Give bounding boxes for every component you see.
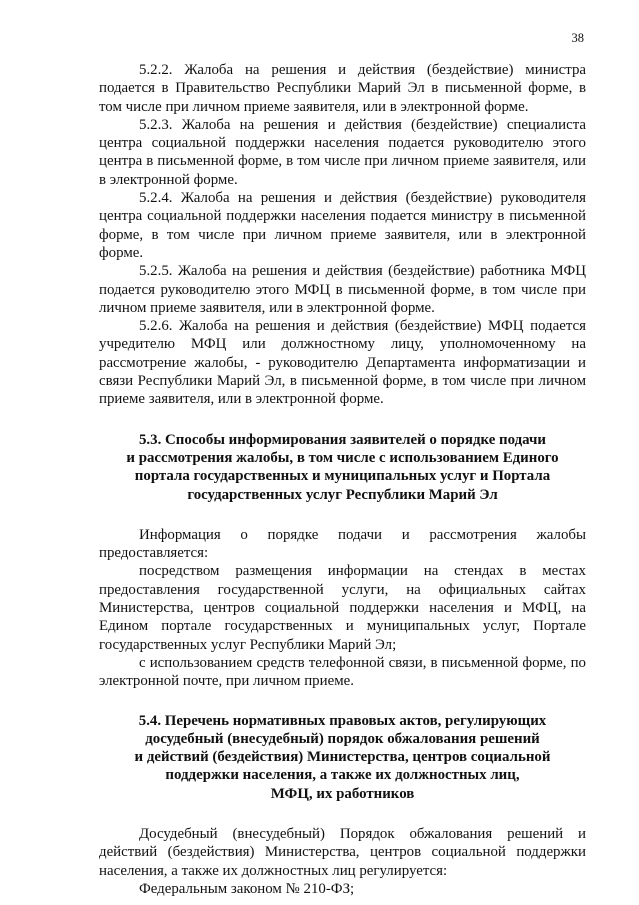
paragraph-info-intro: Информация о порядке подачи и рассмотрения жалобы предоставляется:: [99, 526, 586, 562]
heading-line: МФЦ, их работников: [270, 785, 415, 802]
document-body: [99, 61, 586, 898]
paragraph-5-2-6: 5.2.6. Жалоба на решения и действия (бездействие) МФЦ подается учредителю МФЦ или должностному лицу, уполномоченному на рассмотрение жалобы, - руководителю Департамента информатизации и связи Республики Марий Эл, в письменной форме, в том числе при личном приеме заявителя, или в электронной форме.: [99, 318, 586, 408]
paragraph-5-2-2: 5.2.2. Жалоба на решения и действия (бездействие) министра подается в Правительство Республики Марий Эл в письменной форме, в том числе при личном приеме заявителя, или в электронной форме.: [99, 62, 586, 115]
heading-line: 5.4. Перечень нормативных правовых актов, регулирующих: [138, 712, 547, 729]
paragraph-5-2-3: 5.2.3. Жалоба на решения и действия (бездействие) специалиста центра социальной поддержки населения подается руководителю этого центра в письменной форме, в том числе при личном приеме заявителя, или в электронной форме.: [99, 116, 586, 188]
heading-line: поддержки населения, а также их должностных лиц,: [165, 767, 520, 784]
heading-line: государственных услуг Республики Марий Эл: [187, 486, 498, 503]
section-heading-5-3: [99, 431, 586, 504]
paragraph-5-2-4: 5.2.4. Жалоба на решения и действия (бездействие) руководителя центра социальной поддержки населения подается министру в письменной форме, в том числе при личном приеме заявителя, или в электронной форме.: [99, 190, 586, 261]
heading-line: 5.3. Способы информирования заявителей о порядке подачи: [138, 431, 546, 448]
section-heading-5-4: [99, 712, 586, 803]
heading-line: досудебный (внесудебный) порядок обжалования решений: [145, 730, 540, 747]
heading-line: портала государственных и муниципальных услуг и Портала: [134, 468, 551, 485]
paragraph-5-2-5: 5.2.5. Жалоба на решения и действия (бездействие) работника МФЦ подается руководителю этого МФЦ в письменной форме, в том числе при личном приеме заявителя, или в электронной форме.: [99, 263, 586, 316]
paragraph-info-stands: посредством размещения информации на стендах в местах предоставления государственной услуги, на официальных сайтах Министерства, центров социальной поддержки населения и МФЦ, на Едином портале государственных и муниципальных услуг, Портале государственных услуг Республики Марий Эл;: [99, 563, 586, 653]
paragraph-info-phone: с использованием средств телефонной связи, в письменной форме, по электронной почте, при личном приеме.: [99, 654, 586, 690]
paragraph-federal-law: Федеральным законом № 210-ФЗ;: [139, 880, 355, 897]
page-number: 38: [571, 31, 584, 45]
heading-line: и рассмотрения жалобы, в том числе с использованием Единого: [126, 449, 559, 466]
paragraph-appeal-regulation: Досудебный (внесудебный) Порядок обжалования решений и действий (бездействия) Министерства, центров социальной поддержки населения, а также их должностных лиц регулируется:: [99, 825, 586, 879]
heading-line: и действий (бездействия) Министерства, центров социальной: [134, 749, 551, 766]
